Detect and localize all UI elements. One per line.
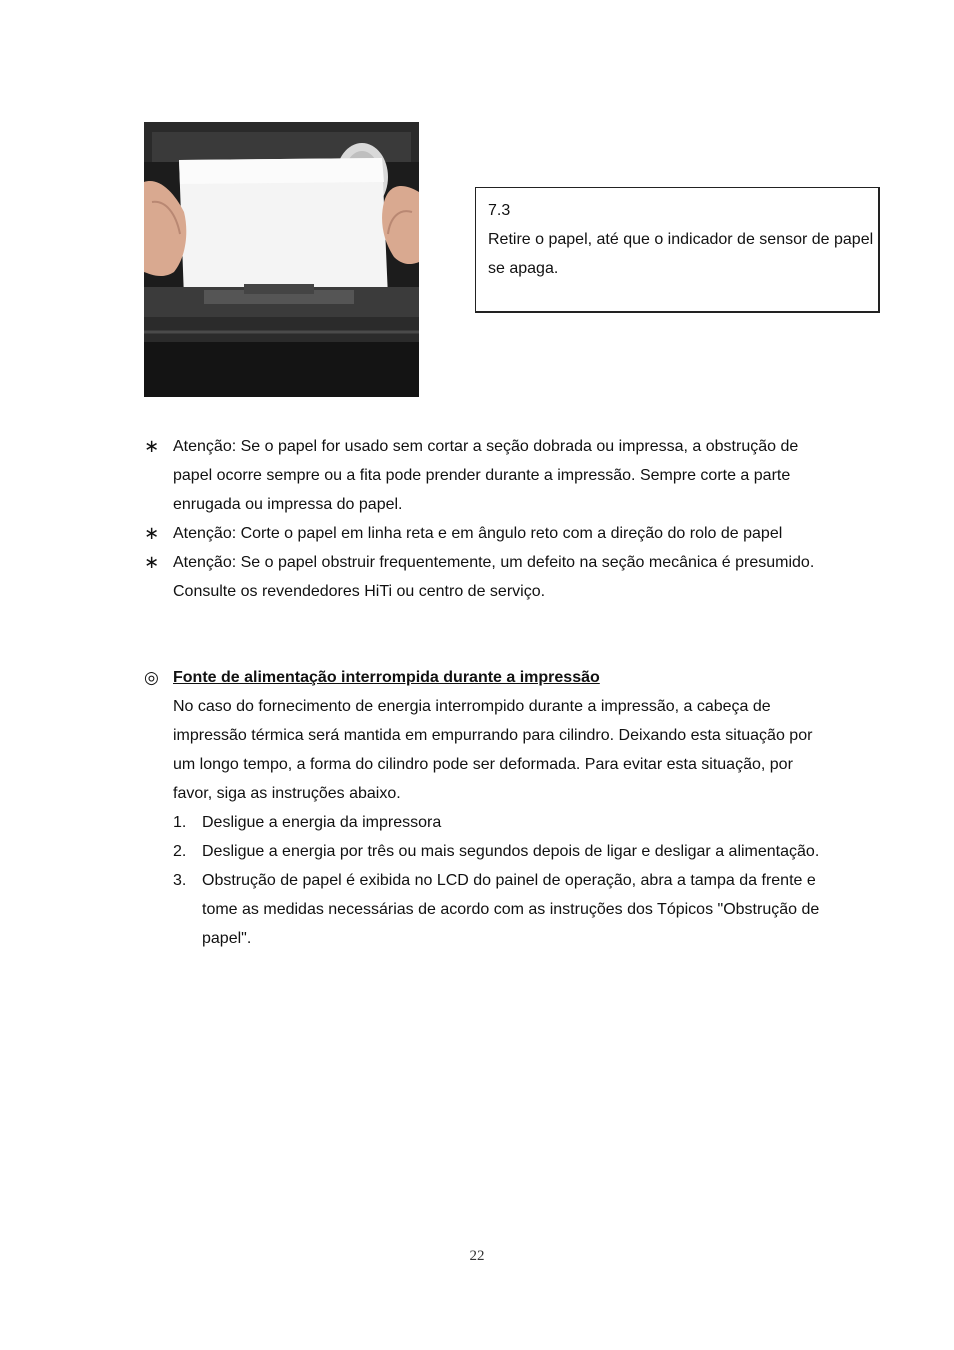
list-text: Desligue a energia por três ou mais segundos depois de ligar e desligar a alimentação.	[202, 843, 820, 860]
list-item	[173, 808, 824, 837]
list-text: Obstrução de papel é exibida no LCD do painel de operação, abra a tampa da frente e tome as medidas necessárias de acordo com as instruções dos Tópicos "Obstrução de papel".	[202, 872, 820, 947]
list-item	[173, 837, 824, 866]
attention-note	[144, 519, 824, 548]
double-circle-icon: ◎	[144, 668, 159, 687]
power-failure-section	[144, 663, 824, 953]
attention-note	[144, 432, 824, 519]
section-body: No caso do fornecimento de energia interrompido durante a impressão, a cabeça de impressão térmica será mantida em empurrando para cilindro. Deixando esta situação por um longo tempo, a forma do cilindro pode ser deformada. Para evitar esta situação, por favor, siga as instruções abaixo.	[173, 698, 813, 802]
section-heading	[144, 663, 824, 692]
list-number: 3.	[173, 872, 187, 889]
section-title: Fonte de alimentação interrompida durante a impressão	[173, 669, 600, 686]
attention-notes	[144, 432, 824, 606]
asterisk-icon: ∗	[144, 523, 160, 543]
asterisk-icon: ∗	[144, 436, 160, 456]
step-box	[475, 187, 880, 313]
list-text: Desligue a energia da impressora	[202, 814, 442, 831]
note-text: Atenção: Corte o papel em linha reta e em ângulo reto com a direção do rolo de papel	[173, 525, 783, 542]
attention-note	[144, 548, 824, 606]
step-number: 7.3	[488, 202, 511, 219]
asterisk-icon: ∗	[144, 552, 160, 572]
note-text: Atenção: Se o papel for usado sem cortar a seção dobrada ou impressa, a obstrução de papel ocorre sempre ou a fita pode prender durante a impressão. Sempre corte a parte enrugada ou impressa do papel.	[173, 438, 799, 513]
printer-paper-photo	[144, 122, 419, 397]
page-number: 22	[469, 1248, 485, 1264]
step-text: Retire o papel, até que o indicador de sensor de papel se apaga.	[488, 231, 874, 277]
note-text: Atenção: Se o papel obstruir frequentemente, um defeito na seção mecânica é presumido. Consulte os revendedores HiTi ou centro de serviço.	[173, 554, 815, 600]
list-number: 2.	[173, 843, 187, 860]
list-number: 1.	[173, 814, 187, 831]
list-item	[173, 866, 824, 953]
instruction-list	[144, 808, 824, 953]
